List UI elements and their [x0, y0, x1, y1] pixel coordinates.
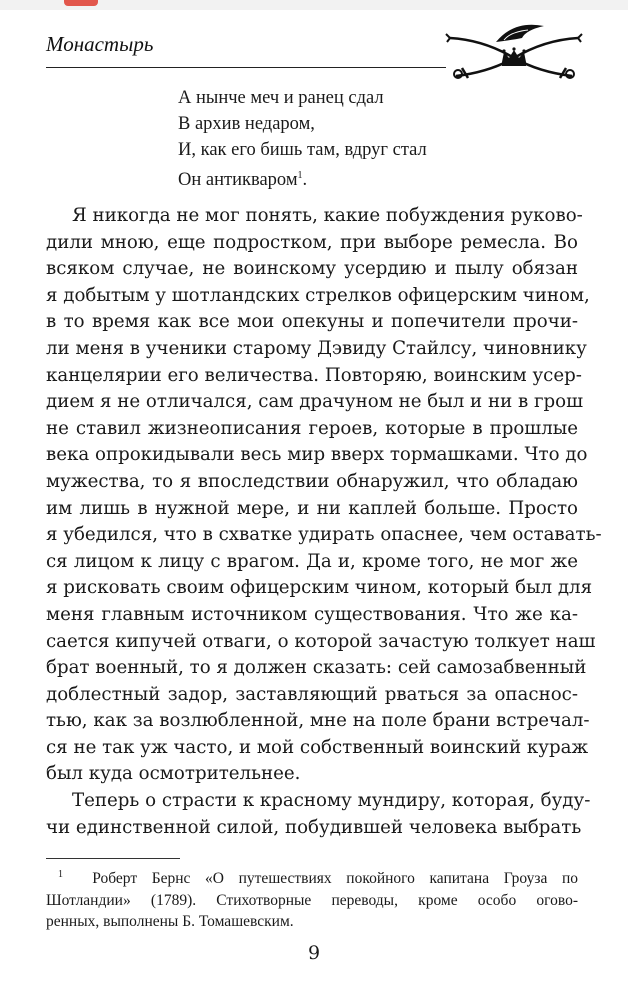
footnote-rule [46, 858, 180, 859]
text-line: мужества, то я впоследствии обнаружил, что обладаю [46, 470, 578, 492]
epigraph-line [178, 163, 427, 193]
epigraph-line: В архив недаром, [178, 114, 315, 134]
running-title: Монастырь [46, 32, 154, 56]
text-line: меня главным источником существования. Что же ка- [46, 603, 578, 625]
paragraph-1 [46, 203, 602, 788]
text-line: ся не так уж часто, и мой собственный воинский кураж [46, 736, 589, 758]
text-line: тью, как за возлюбленной, мне на поле брани встречал- [46, 710, 590, 732]
page-number: 9 [307, 942, 321, 964]
text-line: сается кипучей отваги, о которой зачастую толкует наш [46, 630, 596, 652]
epigraph-line: И, как его бишь там, вдруг стал [178, 140, 427, 160]
header-rule [46, 67, 446, 68]
text-line: чи единственной силой, побудившей человека выбрать [46, 816, 582, 838]
footnote-line [46, 864, 578, 890]
text-line: им лишь в нужной мере, и ни каплей больше. Просто [46, 497, 578, 519]
text-line: ли меня в ученики старому Дэвиду Стайлсу, чиновнику [46, 337, 587, 359]
footnote [46, 864, 578, 933]
epigraph-end-punct: . [302, 170, 308, 191]
epigraph-line-text: Он антикваром [178, 170, 298, 191]
text-line: был куда осмотрительнее. [46, 763, 301, 785]
crossed-swords-crown-icon [444, 18, 584, 80]
top-marker [64, 0, 98, 6]
text-line: века опрокидывали весь мир вверх тормашками. Что до [46, 444, 588, 466]
text-line: Теперь о страсти к красному мундиру, которая, буду- [72, 790, 591, 812]
epigraph-line: А нынче меч и ранец сдал [178, 88, 384, 108]
footnote-marker: 1 [58, 869, 63, 880]
text-line: ся лицом к лицу с врагом. Да и, кроме того, не мог же [46, 550, 578, 572]
text-line: я убедился, что в схватке удирать опаснее, чем оставать- [46, 524, 602, 546]
footnote-line: ренных, выполнены Б. Томашевским. [46, 913, 294, 931]
footnote-line: Шотландии» (1789). Стихотворные переводы, кроме особо огово- [46, 891, 578, 909]
text-line: доблестный задор, заставляющий рваться за опаснос- [46, 683, 578, 705]
paragraph-2 [46, 788, 591, 841]
body-text [46, 203, 602, 841]
text-line: дили мною, еще подростком, при выборе ремесла. Во [46, 231, 578, 253]
footnote-ref[interactable]: 1 [297, 170, 303, 181]
text-line: всяком случае, не воинскому усердию и пылу обязан [46, 258, 578, 280]
text-line: дием я не отличался, сам драчуном не был и ни в грош [46, 391, 584, 413]
text-line: в то время как все мои опекуны и попечители прочи- [46, 311, 578, 333]
epigraph [178, 85, 427, 193]
text-line: канцелярии его величества. Повторяю, воинским усер- [46, 364, 582, 386]
footnote-text: Роберт Бернс «О путешествиях покойного капитана Гроуза по [92, 870, 579, 888]
text-line: Я никогда не мог понять, какие побуждения руково- [72, 205, 583, 226]
text-line: я рисковать своим офицерским чином, который был для [46, 577, 593, 599]
text-line: не ставил жизнеописания героев, которые в прошлые [46, 417, 578, 439]
text-line: брат военный, то я должен сказать: сей самозабвенный [46, 657, 587, 679]
text-line: я добытым у шотландских стрелков офицерским чином, [46, 284, 590, 306]
